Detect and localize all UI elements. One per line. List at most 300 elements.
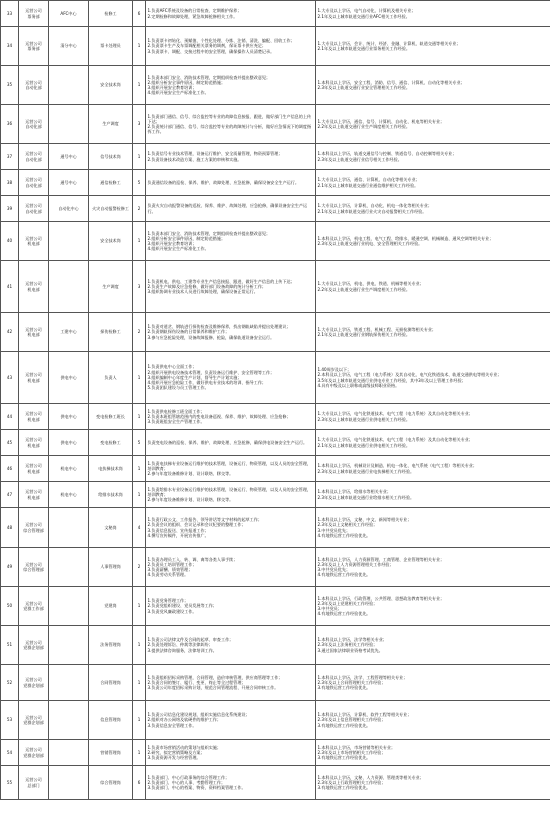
headcount-cell: 6 xyxy=(133,766,146,800)
post-cell: 火灾自动报警检修工 xyxy=(89,196,133,222)
text-line: 1.本科及以上学历，给排水等相关专业； xyxy=(317,489,391,495)
unit-cell: 运营公司 党群企划部 xyxy=(19,665,49,701)
headcount-cell: 2 xyxy=(133,548,146,587)
text-line: 2.组织分析安全事件原因，制定防范措施； xyxy=(147,79,226,85)
department-cell: 清分中心 xyxy=(49,27,89,66)
row-number: 53 xyxy=(1,701,19,740)
text-line: 3.负责票卡、调配、交接过程中的安全管理，确保操作人员清楚记录。 xyxy=(147,48,275,54)
post-cell: 探伤检修工 xyxy=(89,313,133,352)
department-cell xyxy=(49,105,89,144)
department-cell xyxy=(49,626,89,665)
duty-cell xyxy=(146,222,316,261)
text-line: 2.负责生产故障及应急抢修，做好部门设备故障的统计分析工作； xyxy=(147,283,267,289)
duty-cell xyxy=(146,740,316,766)
text-line: 2.本科及以上学历，电气工程（电力系统）及其自动化、电气化铁道技术、轨道交通供电等相关专业； xyxy=(317,372,502,378)
department-cell: 通号中心 xyxy=(49,144,89,170)
headcount-cell: 1 xyxy=(133,482,146,508)
text-line: 2.3年及以上信息管理相关工作经验； xyxy=(317,717,386,723)
text-line: 1.负责公司信息化建设规划，组织实施信息化系统建设； xyxy=(147,712,250,718)
text-line: 3.参与应急抢险处理，设备故障报修、抢险，确保轨道设备安全运行。 xyxy=(147,334,275,340)
text-line: 1.本科及以上学历，安全工程、消防、信号、通信、计算机、自动化等相关专业； xyxy=(317,79,465,85)
text-line: 负责变电设备的巡检、保养、维护、故障处理、应急抢修，确保供电设备安全生产运行。 xyxy=(147,439,308,445)
text-line: 2.1年及以上城市轨道交通行业AFC相关工作经验。 xyxy=(317,13,410,19)
text-line: 1.负责行政公文、工作报告、领导讲话等文字材料的起草工作； xyxy=(147,517,262,523)
text-line: 4.组织开展安全生产标准化工作。 xyxy=(147,246,209,252)
text-line: 1.负责组织招标采购管理，合同管理，造价审核管理，供应商管理等工作； xyxy=(147,674,283,680)
text-line: 4.组织开展安全生产标准化工作。 xyxy=(147,90,209,96)
text-line: 负责火灾自动报警设备的巡检、保养、维护、故障处理、应急抢修，确保设备安全生产运行。 xyxy=(147,203,308,214)
table-row xyxy=(1,665,550,701)
text-line: 2.3年及以上轨道交通行业安全管理相关工作经验。 xyxy=(317,85,410,90)
row-number: 38 xyxy=(1,170,19,196)
department-cell xyxy=(49,587,89,626)
requirement-cell xyxy=(316,313,550,352)
row-number: 35 xyxy=(1,66,19,105)
text-line: 2.负责钢轨探伤设备的日常保养和维护工作； xyxy=(147,329,230,335)
text-line: 1.负责给排水专业设备运行维护的技术管理，设备运行、物资管理，以及人员的安全管理，培训教育； xyxy=(147,486,312,497)
requirement-cell xyxy=(316,66,550,105)
text-line: 3.组织协调专业技术人员进行故障处理，确保设备正常运行。 xyxy=(147,289,258,295)
text-line: 1.负责机电、供电、工建等专业生产信息接报、跟进，做好生产信息的上传下达； xyxy=(147,278,295,284)
text-line: 3.通过国家法律职业资格考试优先。 xyxy=(317,647,383,653)
text-line: 2.组织分析安全事件原因，制定防范措施； xyxy=(147,235,226,241)
row-number: 50 xyxy=(1,587,19,626)
text-line: 1.负责供电中心全面工作； xyxy=(147,364,197,370)
table-row xyxy=(1,261,550,313)
post-cell: 文秘岗 xyxy=(89,508,133,548)
duty-cell xyxy=(146,587,316,626)
text-line: 1.负责本部门安全、消防技术管理，定期组织检查并提出整改意见； xyxy=(147,74,271,80)
table-body xyxy=(1,1,550,800)
row-number: 46 xyxy=(1,456,19,482)
text-line: 3.负责薪酬、绩效管理； xyxy=(147,567,193,572)
text-line: 3.中共党员； xyxy=(317,606,342,611)
text-line: 1.负责市场营销活动的策划与组织实施； xyxy=(147,744,221,750)
table-row xyxy=(1,701,550,740)
text-line: 4.有地铁运营工作经验优先。 xyxy=(317,611,371,617)
text-line: 2.3年及以上城市轨道交通行业给排水相关工作经验。 xyxy=(317,494,415,500)
text-line: 5.负责团队建设与员工管理工作。 xyxy=(147,385,209,391)
text-line: 3.有地铁运营工作经验优先。 xyxy=(317,785,371,791)
requirement-cell xyxy=(316,508,550,548)
post-cell: 法务管理岗 xyxy=(89,626,133,665)
department-cell xyxy=(49,665,89,701)
unit-cell: 运营公司 综合管理部 xyxy=(19,508,49,548)
headcount-cell: 5 xyxy=(133,170,146,196)
table-row xyxy=(1,430,550,456)
post-cell: 生产调度 xyxy=(89,105,133,144)
text-line: 2.组织对办公网络及软硬件的维护工作； xyxy=(147,717,221,723)
post-cell: 变电检修工班长 xyxy=(89,404,133,430)
table-row xyxy=(1,1,550,27)
text-line: 1.本科及以上学历，人力资源管理、工商管理、企业管理等相关专业； xyxy=(317,556,445,562)
text-line: 2.3年及以上人力资源管理相关工作经验； xyxy=(317,561,394,567)
duty-cell xyxy=(146,105,316,144)
text-line: 4.有地铁运营工作经验优先。 xyxy=(317,572,371,578)
unit-cell: 运营公司 机电部 xyxy=(19,352,49,404)
duty-cell xyxy=(146,170,316,196)
post-cell: 变电检修工 xyxy=(89,430,133,456)
duty-cell xyxy=(146,196,316,222)
headcount-cell: 1 xyxy=(133,66,146,105)
text-line: 2.3年及以上文秘相关工作经验； xyxy=(317,522,378,528)
text-line: 2.负责会议的组织、会议记录和会议纪要的整理工作； xyxy=(147,522,246,528)
duty-cell xyxy=(146,508,316,548)
headcount-cell: 1 xyxy=(133,222,146,261)
requirement-cell xyxy=(316,740,550,766)
post-cell: 人事管理岗 xyxy=(89,548,133,587)
text-line: 2.3年及以上城市轨道交通行业电扶梯相关工作经验。 xyxy=(317,468,415,474)
department-cell xyxy=(49,261,89,313)
unit-cell: 运营公司 机电部 xyxy=(19,261,49,313)
post-cell: 通信检修工 xyxy=(89,170,133,196)
text-line: 3.中共党员优先； xyxy=(317,527,351,533)
requirement-cell xyxy=(316,196,550,222)
row-number: 42 xyxy=(1,313,19,352)
text-line: 2.2年及以上轨道交通行业生产调度相关工作经验。 xyxy=(317,124,410,129)
table-row xyxy=(1,105,550,144)
row-number: 41 xyxy=(1,261,19,313)
text-line: 3.负责信息安全管理工作。 xyxy=(147,722,197,728)
duty-cell xyxy=(146,27,316,66)
unit-cell: 运营公司 党群企划部 xyxy=(19,626,49,665)
unit-cell: 运营公司 机电部 xyxy=(19,404,49,430)
requirement-cell xyxy=(316,222,550,261)
text-line: 3.5年及以上城市轨道交通行业供电专业工作经验，其中3年及以上管理工作经验； xyxy=(317,377,466,383)
department-cell: 供电中心 xyxy=(49,404,89,430)
row-number: 49 xyxy=(1,548,19,587)
row-number: 40 xyxy=(1,222,19,261)
text-line: 1.大专及以上学历，计算机、自动化、机电一体化等相关专业； xyxy=(317,203,432,209)
post-cell: 营销管理岗 xyxy=(89,740,133,766)
post-cell: 给排水技术岗 xyxy=(89,482,133,508)
text-line: 2.负责设备技术改造方案、施工方案的审核和实施。 xyxy=(147,156,242,162)
text-line: 2.参与年度设备维修计划、设计联络、移交等。 xyxy=(147,471,234,477)
department-cell: 自动化中心 xyxy=(49,196,89,222)
headcount-cell: 1 xyxy=(133,404,146,430)
post-cell: 安全技术岗 xyxy=(89,66,133,105)
text-line: 2.3年及以上行政管理相关工作经验； xyxy=(317,779,386,785)
requirement-cell xyxy=(316,626,550,665)
text-line: 3.有地铁运营工作经验优先。 xyxy=(317,755,371,761)
text-line: 3.组织开展安全教育培训； xyxy=(147,241,197,246)
department-cell xyxy=(49,740,89,766)
table-row xyxy=(1,548,550,587)
text-line: 2.3年及以上轨道交通行业信号相关工作经验。 xyxy=(317,156,402,162)
requirement-cell xyxy=(316,548,550,587)
text-line: 2.定期检修和故障处理，紧急故障抢修相关工作。 xyxy=(147,13,238,19)
row-number: 36 xyxy=(1,105,19,144)
department-cell xyxy=(49,548,89,587)
requirement-cell xyxy=(316,404,550,430)
table-row xyxy=(1,482,550,508)
duty-cell xyxy=(146,548,316,587)
headcount-cell: 1 xyxy=(133,701,146,740)
duty-cell xyxy=(146,701,316,740)
headcount-cell: 4 xyxy=(133,508,146,548)
table-row xyxy=(1,222,550,261)
post-cell: 合同管理岗 xyxy=(89,665,133,701)
text-line: 1.负责部门通信、信号、综合监控等专业的故障信息接报、跟进，做好部门生产信息的上传下达； xyxy=(147,113,312,124)
post-cell: 票卡处理员 xyxy=(89,27,133,66)
text-line: 3.负责公司年度招标采购计划，规范合同管理流程、开展合同审核工作。 xyxy=(147,685,279,691)
unit-cell: 运营公司 总部门 xyxy=(19,766,49,800)
text-line: 3.有地铁运营工作经验优先。 xyxy=(317,722,371,728)
department-cell: 机电中心 xyxy=(49,482,89,508)
requirement-cell xyxy=(316,766,550,800)
text-line: 4.负责劳动关系管理。 xyxy=(147,572,189,578)
text-line: 1.本科及以上学历，文秘、人力资源、管理类等相关专业； xyxy=(317,774,424,780)
text-line: 1.大专及以上学历，电气化铁道技术、电气工程（电力系统）及其自动化等相关专业； xyxy=(317,437,473,443)
text-line: 3.有地铁运营工作经验优先。 xyxy=(317,685,371,691)
unit-cell: 运营公司 自动化部 xyxy=(19,144,49,170)
headcount-cell: 1 xyxy=(133,587,146,626)
requirement-cell xyxy=(316,1,550,27)
text-line: 2.负责本班组管辖范围内的变电设备巡视、保养、维护、故障处理、应急抢修； xyxy=(147,413,291,419)
department-cell: 供电中心 xyxy=(49,352,89,404)
text-line: 1.负责票卡初始化、预赋值、个性化处理、分拣、注销、清洗、编配、回收工作； xyxy=(147,38,295,44)
duty-cell xyxy=(146,766,316,800)
text-line: 3.中共党员优先； xyxy=(317,567,351,572)
duty-cell xyxy=(146,352,316,404)
text-line: 2.3年及以上法务相关工作经验； xyxy=(317,642,378,648)
department-cell: 供电中心 xyxy=(49,430,89,456)
text-line: 4.有地铁运营工作经验优先。 xyxy=(317,532,371,538)
text-line: 2.3年及以上合同管理相关工作经验； xyxy=(317,679,386,685)
unit-cell: 运营公司 自动化部 xyxy=(19,66,49,105)
text-line: 2.组织开展供电设备技术管理，负责设备运行维护、安全管理等工作； xyxy=(147,369,275,375)
unit-cell: 运营公司 党群工作部 xyxy=(19,587,49,626)
unit-cell: 运营公司 党群企划部 xyxy=(19,701,49,740)
text-line: 1.本科及以上学历，机电工程、电气工程、给排水、暖通空调、机械制造、通风空调等相关专业； xyxy=(317,235,494,241)
text-line: 1.负责党务管理工作； xyxy=(147,598,189,604)
table-row xyxy=(1,313,550,352)
row-number: 37 xyxy=(1,144,19,170)
text-line: 2.负责员工培训管理工作； xyxy=(147,561,197,567)
requirement-cell xyxy=(316,430,550,456)
requirement-cell xyxy=(316,456,550,482)
headcount-cell: 1 xyxy=(133,352,146,404)
table-row xyxy=(1,27,550,66)
unit-cell: 运营公司 综合管理部 xyxy=(19,548,49,587)
text-line: 2.3年及以上市场营销相关工作经验； xyxy=(317,749,386,755)
text-line: 3.组织开展安全教育培训； xyxy=(147,85,197,90)
row-number: 39 xyxy=(1,196,19,222)
headcount-cell: 3 xyxy=(133,105,146,144)
text-line: 1.负责信号专业技术管理，设备运行维护、安全质量管理，物资预算管理； xyxy=(147,151,283,157)
text-line: 2.负责部门、中心的人事、考勤管理工作； xyxy=(147,779,226,785)
row-number: 44 xyxy=(1,404,19,430)
text-line: 负责通信设备的巡检、保养、维护、故障处理、应急抢修，确保设备安全生产运行。 xyxy=(147,179,299,185)
text-line: 1.大专及以上学历，铁道工程、机械工程、无损检测等相关专业； xyxy=(317,326,437,332)
text-line: 2.负责合同的签订、履行、变更、终止等全过程管理； xyxy=(147,679,246,685)
duty-cell xyxy=(146,313,316,352)
requirement-cell xyxy=(316,261,550,313)
row-number: 51 xyxy=(1,626,19,665)
department-cell xyxy=(49,66,89,105)
text-line: 1.本科及以上学历，法学等相关专业； xyxy=(317,637,387,643)
row-number: 48 xyxy=(1,508,19,548)
duty-cell xyxy=(146,1,316,27)
requirement-cell xyxy=(316,701,550,740)
requirement-cell xyxy=(316,27,550,66)
text-line: 2.3年及以上城市轨道交通行业供电相关工作经验。 xyxy=(317,416,410,422)
table-row xyxy=(1,144,550,170)
duty-cell xyxy=(146,404,316,430)
row-number: 55 xyxy=(1,766,19,800)
text-line: 2.3年及以上党建相关工作经验； xyxy=(317,600,378,606)
department-cell xyxy=(49,508,89,548)
text-line: 3.提供法律咨询服务，法律培训工作。 xyxy=(147,647,217,653)
duty-cell xyxy=(146,482,316,508)
text-line: 1.本科及以上学历，机械设计及制造、机电一体化、电气系统（电气工程）等相关专业； xyxy=(317,463,477,469)
table-row xyxy=(1,456,550,482)
unit-cell: 运营公司 机电部 xyxy=(19,456,49,482)
text-line: 1.本科及以上学历，轨道交通信号与控制、铁道信号、自动控制等相关专业； xyxy=(317,151,457,157)
headcount-cell: 1 xyxy=(133,27,146,66)
duty-cell xyxy=(146,430,316,456)
text-line: 2.3年及以上轨道交通行业机电、安全管理相关工作经验。 xyxy=(317,241,423,246)
post-cell: 信号技术岗 xyxy=(89,144,133,170)
headcount-cell: 1 xyxy=(133,626,146,665)
row-number: 54 xyxy=(1,740,19,766)
text-line: 1.大专及以上学历，通信、信号、计算机、自动化、机电等相关专业； xyxy=(317,118,445,124)
text-line: 1.本科及以上学历，文秘、中文、新闻等相关专业； xyxy=(317,517,412,523)
text-line: 2.负责处理诉讼、仲裁等法律纠纷； xyxy=(147,642,213,648)
text-line: 1.大专及以上学历，电气化铁道技术、电气工程（电力系统）及其自动化等相关专业； xyxy=(317,411,473,417)
table-row xyxy=(1,626,550,665)
unit-cell: 运营公司 党群企划部 xyxy=(19,740,49,766)
requirement-cell xyxy=(316,482,550,508)
duty-cell xyxy=(146,261,316,313)
text-line: 1.本科及以上学历，行政管理、公共管理、思想政治教育等相关专业； xyxy=(317,595,445,601)
text-line: 2.1年及以上城市轨道交通行业供电相关工作经验。 xyxy=(317,442,410,448)
text-line: 1.负责电扶梯专业设备运行维护的技术管理，设备运行、物资管理，以及人员的安全管理，培训教育； xyxy=(147,460,312,471)
text-line: 1.大专及以上学历，机电、供电、铁道、机械等相关专业； xyxy=(317,281,424,287)
text-line: 1.负责AFC系统及设备的日常检查、定期维护保养； xyxy=(147,8,242,14)
text-line: 2.2年及以上轨道交通行业生产调度相关工作经验。 xyxy=(317,286,410,292)
text-line: 2.1年及以上城市轨道交通行业票务相关工作经验。 xyxy=(317,46,410,51)
text-line: 2.1年及以上城市轨道交通行业火灾自动报警相关工作经验。 xyxy=(317,208,427,214)
text-line: 4.组织开展应急抢险工作，做好供电专业技术的培训、指导工作； xyxy=(147,380,267,386)
unit-cell: 运营公司 票务部 xyxy=(19,27,49,66)
table-row xyxy=(1,766,550,800)
department-cell xyxy=(49,222,89,261)
table-row xyxy=(1,587,550,626)
text-line: 2.1年及以上城市轨道交通行业通信维护相关工作经验。 xyxy=(317,182,419,188)
table-row xyxy=(1,508,550,548)
headcount-cell: 2 xyxy=(133,313,146,352)
text-line: 2.研究、拟定营销策略及方案； xyxy=(147,749,205,755)
text-line: 4.具有中级及以上职称或高级技师职业资格。 xyxy=(317,382,400,388)
post-cell: 综合管理岗 xyxy=(89,766,133,800)
text-line: 1.本科及以上学历，市场营销等相关专业； xyxy=(317,744,396,750)
duty-cell xyxy=(146,665,316,701)
requirement-cell xyxy=(316,105,550,144)
table-row xyxy=(1,66,550,105)
unit-cell: 运营公司 自动化部 xyxy=(19,105,49,144)
text-line: 1.负责本部门安全、消防技术管理，定期组织检查并提出整改意见； xyxy=(147,230,271,236)
row-number: 47 xyxy=(1,482,19,508)
text-line: 3.负责部门、中心的档案、物资、资料档案管理工作。 xyxy=(147,785,246,791)
requirement-cell xyxy=(316,665,550,701)
department-cell xyxy=(49,701,89,740)
text-line: 1.大专及以上学历，通信、计算机、自动化等相关专业； xyxy=(317,177,420,183)
unit-cell: 运营公司 票务部 xyxy=(19,1,49,27)
text-line: 3.负责党风廉政建设工作。 xyxy=(147,608,197,614)
post-cell: 党建岗 xyxy=(89,587,133,626)
text-line: 1.本科及以上学历，计算机、软件工程等相关专业； xyxy=(317,712,412,718)
text-line: 2.负责票卡生产及车票调配相关票务的调剂，保证票卡供应充足； xyxy=(147,43,267,49)
unit-cell: 运营公司 机电部 xyxy=(19,482,49,508)
headcount-cell: 1 xyxy=(133,456,146,482)
unit-cell: 运营公司 机电部 xyxy=(19,222,49,261)
table-row xyxy=(1,404,550,430)
duty-cell xyxy=(146,626,316,665)
post-cell: 安全技术岗 xyxy=(89,222,133,261)
headcount-cell: 1 xyxy=(133,665,146,701)
post-cell: 电扶梯技术岗 xyxy=(89,456,133,482)
requirement-cell xyxy=(316,352,550,404)
text-line: 2.负责统计部门通信、信号、综合监控等专业的故障统计与分析，做好应急情况下的调度指挥工作。 xyxy=(147,124,312,135)
unit-cell: 运营公司 自动化部 xyxy=(19,170,49,196)
unit-cell: 运营公司 自动化部 xyxy=(19,196,49,222)
row-number: 33 xyxy=(1,1,19,27)
text-line: 1.负责办理员工入、转、调、离等各类人事手续； xyxy=(147,556,238,562)
post-cell: 检修工 xyxy=(89,1,133,27)
department-cell: 通号中心 xyxy=(49,170,89,196)
table-row xyxy=(1,170,550,196)
headcount-cell: 5 xyxy=(133,430,146,456)
requirement-cell xyxy=(316,170,550,196)
headcount-cell: 1 xyxy=(133,740,146,766)
row-number: 52 xyxy=(1,665,19,701)
unit-cell: 运营公司 机电部 xyxy=(19,430,49,456)
text-line: 1.负责部门、中心行政事务的综合管理工作； xyxy=(147,774,230,780)
table-row xyxy=(1,196,550,222)
department-cell: 工建中心 xyxy=(49,313,89,352)
requirement-cell xyxy=(316,587,550,626)
text-line: 1.大专及以上学历，会计、统计、经济、金融、计算机、轨道交通等相关专业； xyxy=(317,40,461,46)
department-cell xyxy=(49,766,89,800)
duty-cell xyxy=(146,144,316,170)
post-cell: 信息管理岗 xyxy=(89,701,133,740)
table-row xyxy=(1,740,550,766)
headcount-cell: 1 xyxy=(133,144,146,170)
text-line: 1.40周岁及以下； xyxy=(317,367,352,373)
post-cell: 负责人 xyxy=(89,352,133,404)
department-cell: 机电中心 xyxy=(49,456,89,482)
duty-cell xyxy=(146,456,316,482)
text-line: 3.负责信息报送、宣传报道工作； xyxy=(147,527,209,533)
headcount-cell: 2 xyxy=(133,196,146,222)
department-cell: AFC中心 xyxy=(49,1,89,27)
text-line: 4.撰写宣传稿件，开展宣传推广。 xyxy=(147,532,209,538)
text-line: 2.参与年度设备维修计划、设计联络、移交等。 xyxy=(147,497,234,503)
headcount-cell: 3 xyxy=(133,261,146,313)
row-number: 45 xyxy=(1,430,19,456)
text-line: 3.组织编制中心年度生产计划，督导生产计划实施； xyxy=(147,374,242,380)
row-number: 43 xyxy=(1,352,19,404)
text-line: 1.负责供电检修工班全面工作； xyxy=(147,408,205,414)
text-line: 1.大专及以上学历，电气自动化、计算机及相关专业； xyxy=(317,8,416,14)
requirement-cell xyxy=(316,144,550,170)
text-line: 1.负责对道岔、钢轨进行探伤检查及维修保养，找出钢轨缺陷并提出处理建议； xyxy=(147,324,291,330)
text-line: 2.1年及以上轨道交通行业钢轨探伤相关工作经验。 xyxy=(317,332,410,337)
row-number: 34 xyxy=(1,27,19,66)
text-line: 3.负责班组安全生产管理工作。 xyxy=(147,419,205,425)
headcount-cell: 6 xyxy=(133,1,146,27)
